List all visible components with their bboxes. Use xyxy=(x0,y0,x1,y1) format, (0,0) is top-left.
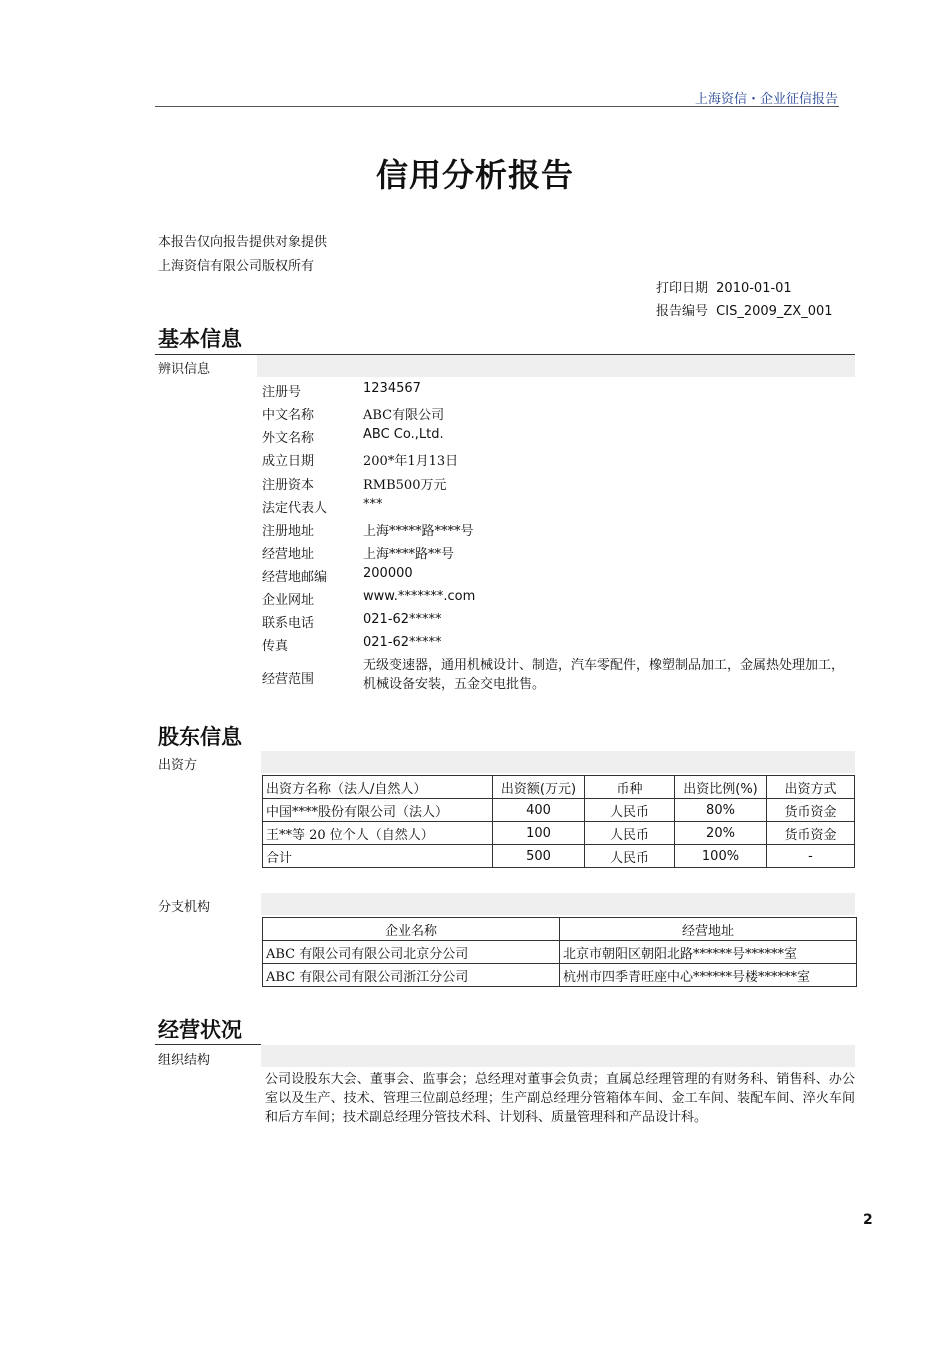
section-divider-operations xyxy=(155,1044,261,1045)
table-cell: 杭州市四季青旺座中心******号楼******室 xyxy=(560,964,857,987)
table-cell: 中国****股份有限公司（法人） xyxy=(263,799,493,822)
table-header-cell: 经营地址 xyxy=(560,918,857,941)
field-value: www.*******.com xyxy=(363,589,476,604)
field-label: 注册号 xyxy=(262,385,302,400)
field-value: 200*年1月13日 xyxy=(363,454,459,469)
report-title: 信用分析报告 xyxy=(375,156,574,194)
print-date-label: 打印日期 xyxy=(656,281,709,296)
field-value: 上海****路**号 xyxy=(363,547,455,562)
header-divider xyxy=(155,106,839,107)
table-cell: 人民币 xyxy=(585,845,675,868)
table-header-row xyxy=(263,918,857,941)
table-cell: 货币资金 xyxy=(767,799,855,822)
field-label: 外文名称 xyxy=(262,431,315,446)
print-date-row xyxy=(656,277,792,296)
identity-label: 辨识信息 xyxy=(158,362,211,377)
table-row xyxy=(263,845,855,868)
table-cell: 80% xyxy=(675,799,767,822)
print-date-value: 2010-01-01 xyxy=(716,281,792,296)
field-value: ABC有限公司 xyxy=(363,408,445,423)
investor-band xyxy=(261,751,855,773)
identity-band xyxy=(257,355,855,377)
table-header-cell: 企业名称 xyxy=(263,918,560,941)
field-label: 企业网址 xyxy=(262,593,315,608)
field-label: 法定代表人 xyxy=(262,501,328,516)
table-header-cell: 出资比例(%) xyxy=(675,776,767,799)
report-number-label: 报告编号 xyxy=(656,304,709,319)
org-structure-label: 组织结构 xyxy=(158,1053,211,1068)
table-cell: 100 xyxy=(493,822,585,845)
table-header-cell: 币种 xyxy=(585,776,675,799)
table-cell: 货币资金 xyxy=(767,822,855,845)
table-cell: 20% xyxy=(675,822,767,845)
field-value: 021-62***** xyxy=(363,612,442,627)
investor-label: 出资方 xyxy=(158,758,198,773)
field-value: 200000 xyxy=(363,566,413,581)
header-brand: 上海资信・企业征信报告 xyxy=(694,92,838,107)
field-label: 成立日期 xyxy=(262,454,315,469)
branch-label: 分支机构 xyxy=(158,900,211,915)
table-cell: 500 xyxy=(493,845,585,868)
business-scope-value: 无级变速器，通用机械设计、制造，汽车零配件，橡塑制品加工，金属热处理加工，机械设备安装，五金交电批售。 xyxy=(363,658,845,692)
field-value: ABC Co.,Ltd. xyxy=(363,427,444,442)
field-label: 传真 xyxy=(262,639,289,654)
field-label: 经营地址 xyxy=(262,547,315,562)
table-cell: 400 xyxy=(493,799,585,822)
investor-table xyxy=(262,775,855,868)
field-value: 上海*****路****号 xyxy=(363,524,474,539)
field-label: 联系电话 xyxy=(262,616,315,631)
note-line-1: 本报告仅向报告提供对象提供 xyxy=(158,235,328,250)
table-cell: 人民币 xyxy=(585,822,675,845)
table-cell: 人民币 xyxy=(585,799,675,822)
report-number-value: CIS_2009_ZX_001 xyxy=(716,304,833,319)
table-row xyxy=(263,822,855,845)
table-row xyxy=(263,941,857,964)
table-row xyxy=(263,964,857,987)
note-line-2: 上海资信有限公司版权所有 xyxy=(158,259,315,274)
field-value: RMB500万元 xyxy=(363,478,447,493)
section-title-shareholders: 股东信息 xyxy=(158,725,242,749)
field-label: 注册地址 xyxy=(262,524,315,539)
table-cell: - xyxy=(767,845,855,868)
page-number: 2 xyxy=(863,1212,873,1228)
field-value: 021-62***** xyxy=(363,635,442,650)
org-band xyxy=(261,1045,855,1067)
branch-table xyxy=(262,917,857,987)
org-structure-paragraph: 公司设股东大会、董事会、监事会；总经理对董事会负责；直属总经理管理的有财务科、销售科、办公室以及生产、技术、管理三位副总经理；生产副总经理分管箱体车间、金工车间、装配车间、淬火车间和后方车间；技术副总经理分管技术科、计划科、质量管理科和产品设计科。 xyxy=(265,1072,855,1125)
table-cell: ABC 有限公司有限公司浙江分公司 xyxy=(263,964,560,987)
field-label: 经营地邮编 xyxy=(262,570,328,585)
table-cell: 北京市朝阳区朝阳北路******号******室 xyxy=(560,941,857,964)
section-title-basic: 基本信息 xyxy=(158,327,242,351)
branch-band xyxy=(261,893,855,915)
table-cell: 合计 xyxy=(263,845,493,868)
table-cell: ABC 有限公司有限公司北京分公司 xyxy=(263,941,560,964)
table-row xyxy=(263,799,855,822)
table-cell: 王**等 20 位个人（自然人） xyxy=(263,822,493,845)
field-value: 1234567 xyxy=(363,381,421,396)
table-header-cell: 出资额(万元) xyxy=(493,776,585,799)
table-cell: 100% xyxy=(675,845,767,868)
table-header-cell: 出资方名称（法人/自然人） xyxy=(263,776,493,799)
section-title-operations: 经营状况 xyxy=(158,1018,242,1042)
field-label: 中文名称 xyxy=(262,408,315,423)
table-header-cell: 出资方式 xyxy=(767,776,855,799)
table-header-row xyxy=(263,776,855,799)
field-value: *** xyxy=(363,497,383,512)
field-label: 注册资本 xyxy=(262,478,315,493)
field-label: 经营范围 xyxy=(262,672,315,687)
report-number-row xyxy=(656,300,833,319)
